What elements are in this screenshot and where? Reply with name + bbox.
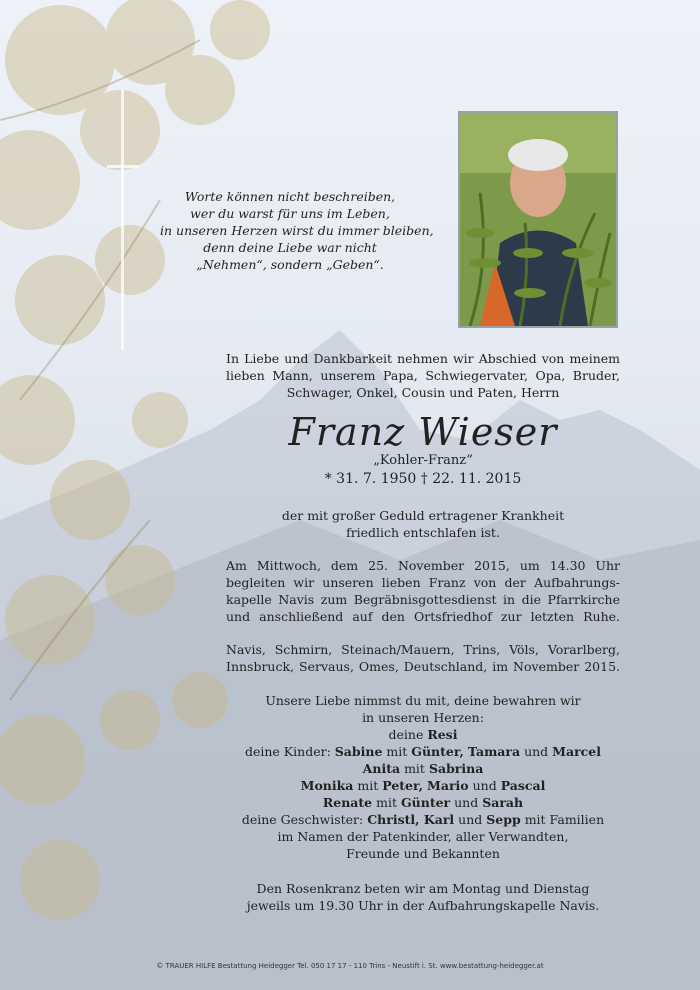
passing-text: [226, 507, 620, 541]
family-line: deine Kinder: Sabine mit Günter, Tamara und Marcel: [244, 744, 601, 759]
passing-line: friedlich entschlafen ist.: [346, 525, 500, 540]
poem: [160, 188, 434, 273]
intro-text: [226, 350, 620, 401]
funeral-line: Am Mittwoch, dem 25. November 2015, um 14.30 Uhr: [226, 558, 620, 573]
funeral-line: und anschließend auf den Ortsfriedhof zur letzten Ruhe.: [226, 609, 620, 624]
intro-line: In Liebe und Dankbarkeit nehmen wir Abschied von meinem: [226, 351, 620, 366]
nickname: „Kohler-Franz“: [373, 453, 473, 468]
funeral-line: kapelle Navis zum Begräbnisgottesdienst in die Pfarrkirche: [226, 592, 620, 607]
poem-line: „Nehmen“, sondern „Geben“.: [196, 257, 384, 272]
funeral-text: [226, 557, 620, 625]
rosary-line: jeweils um 19.30 Uhr in der Aufbahrungskapelle Navis.: [246, 898, 600, 913]
places-line: Innsbruck, Servaus, Omes, Deutschland, im November 2015.: [226, 659, 620, 674]
family-line: deine Geschwister: Christl, Karl und Sepp mit Familien: [241, 812, 605, 827]
life-dates: * 31. 7. 1950 † 22. 11. 2015: [324, 471, 522, 487]
family-line: Freunde und Bekannten: [346, 846, 500, 861]
passing-line: der mit großer Geduld ertragener Krankheit: [281, 508, 565, 523]
rosary-line: Den Rosenkranz beten wir am Montag und Dienstag: [256, 881, 590, 896]
family-line: Renate mit Günter und Sarah: [322, 795, 524, 810]
cross-icon: [121, 90, 124, 350]
places-text: [226, 641, 620, 675]
intro-line: Schwager, Onkel, Cousin und Paten, Herrn: [286, 385, 560, 400]
poem-line: in unseren Herzen wirst du immer bleiben,: [160, 223, 434, 238]
places-line: Navis, Schmirn, Steinach/Mauern, Trins, Völs, Vorarlberg,: [226, 642, 620, 657]
intro-line: lieben Mann, unserem Papa, Schwiegervater, Opa, Bruder,: [226, 368, 620, 383]
family-list: [226, 692, 620, 862]
footer: © TRAUER HILFE Bestattung Heidegger Tel. 050 17 17 - 110 Trins - Neustift i. St. www.bestattung-heidegger.at: [156, 962, 544, 970]
poem-line: denn deine Liebe war nicht: [203, 240, 377, 255]
poem-line: wer du warst für uns im Leben,: [190, 206, 390, 221]
portrait-photo: [458, 111, 618, 328]
deceased-name: Franz Wieser: [288, 410, 558, 454]
family-line: Anita mit Sabrina: [362, 761, 484, 776]
family-line: Unsere Liebe nimmst du mit, deine bewahren wir: [265, 693, 581, 708]
cross-bar: [107, 165, 139, 168]
family-line: deine Resi: [388, 727, 458, 742]
rosary-text: [226, 880, 620, 914]
poem-line: Worte können nicht beschreiben,: [184, 189, 396, 204]
family-line: in unseren Herzen:: [362, 710, 484, 725]
funeral-line: begleiten wir unseren lieben Franz von der Aufbahrungs-: [226, 575, 620, 590]
family-line: im Namen der Patenkinder, aller Verwandten,: [277, 829, 569, 844]
family-line: Monika mit Peter, Mario und Pascal: [300, 778, 546, 793]
